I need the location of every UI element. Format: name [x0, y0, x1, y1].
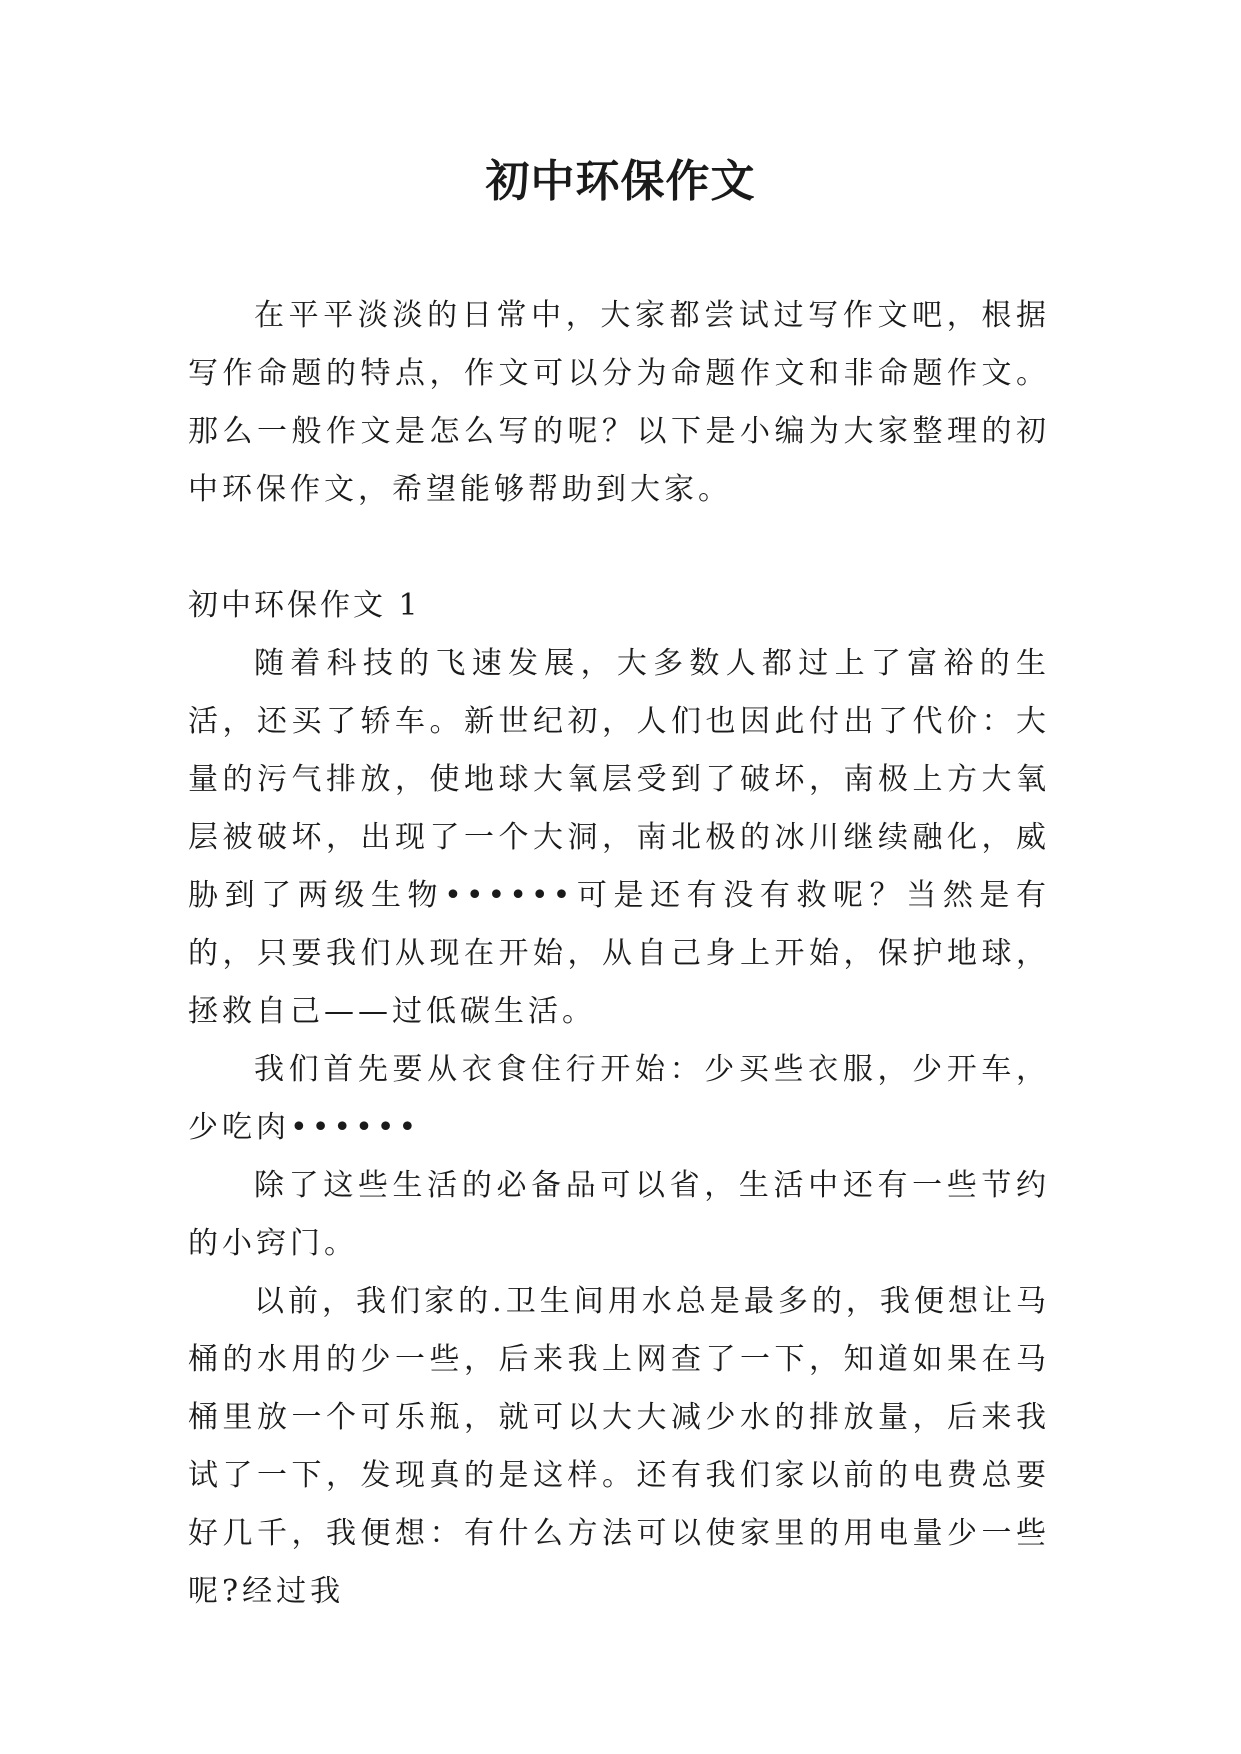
intro-block: [188, 287, 1050, 519]
intro-paragraph: 在平平淡淡的日常中，大家都尝试过写作文吧，根据写作命题的特点，作文可以分为命题作文和非命题作文。那么一般作文是怎么写的呢？以下是小编为大家整理的初中环保作文，希望能够帮助到大家。: [188, 298, 1050, 507]
section-heading: 初中环保作文 1: [188, 588, 421, 623]
page-title: 初中环保作文: [485, 156, 756, 207]
essay-paragraph: 随着科技的飞速发展，大多数人都过上了富裕的生活，还买了轿车。新世纪初，人们也因此付出了代价：大量的污气排放，使地球大氧层受到了破坏，南极上方大氧层被破坏，出现了一个大洞，南北极的冰川继续融化，威胁到了两级生物••••••可是还有没有救呢？当然是有的，只要我们从现在开始，从自己身上开始，保护地球，拯救自己——过低碳生活。: [188, 646, 1050, 1029]
essay-paragraph: 我们首先要从衣食住行开始：少买些衣服，少开车，少吃肉••••••: [188, 1052, 1050, 1145]
essay-paragraph: 除了这些生活的必备品可以省，生活中还有一些节约的小窍门。: [188, 1168, 1050, 1261]
essay-paragraph: 以前，我们家的.卫生间用水总是最多的，我便想让马桶的水用的少一些，后来我上网查了一下，知道如果在马桶里放一个可乐瓶，就可以大大减少水的排放量，后来我试了一下，发现真的是这样。还有我们家以前的电费总要好几千，我便想：有什么方法可以使家里的用电量少一些呢?经过我: [188, 1284, 1050, 1609]
essay-section: [188, 577, 1050, 1621]
